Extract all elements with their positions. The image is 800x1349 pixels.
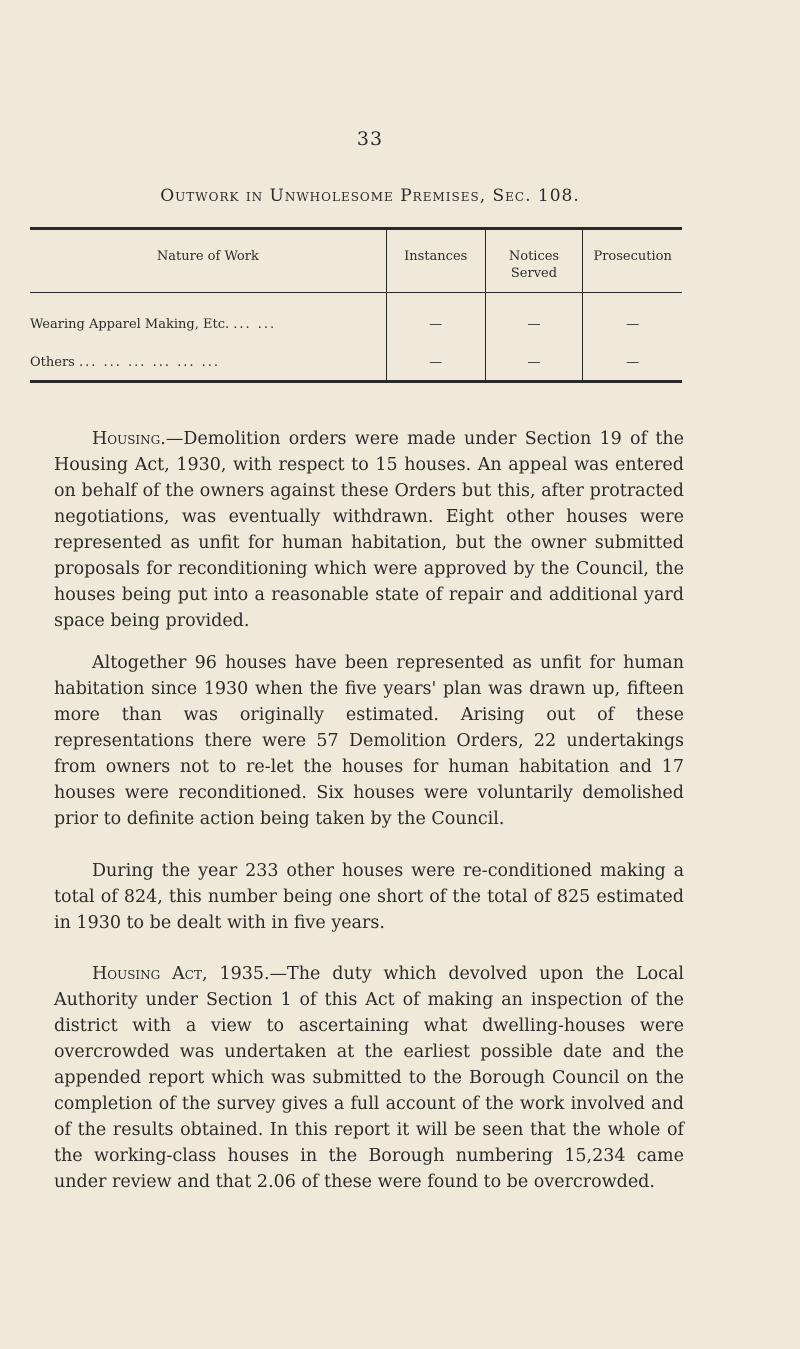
table-row <box>30 342 682 380</box>
altogether-paragraph <box>54 650 684 832</box>
housing-text: —Demolition orders were made under Section 19 of the Housing Act, 1930, with respect to 15 houses. An appeal was entered on behalf of the owners against these Orders but this, after protracted negotiations, was eventually withdrawn. Eight other houses were represented as unfit for human habitation, but the owner submitted proposals for reconditioning which were approved by the Council, the houses being put into a reasonable state of repair and additional yard space being provided. <box>54 429 684 631</box>
header-notices-line1: Notices <box>508 249 560 264</box>
header-nature-of-work: Nature of Work <box>156 249 259 264</box>
header-prosecution: Prosecution <box>583 230 682 293</box>
row-instances: — <box>386 294 485 342</box>
row-instances: — <box>386 342 485 380</box>
during-paragraph <box>54 858 684 936</box>
row-prosecution: — <box>583 294 682 342</box>
page-number: 33 <box>356 128 384 150</box>
row-nature: Wearing Apparel Making, Etc. ... ... <box>30 316 277 332</box>
row-notices: — <box>485 294 583 342</box>
row-nature: Others ... ... ... ... ... ... <box>30 354 221 370</box>
header-notices-line2: Served <box>510 266 558 281</box>
during-text: During the year 233 other houses were re-conditioned making a total of 824, this number being one short of the total of 825 estimated in 1930 to be dealt with in five years. <box>54 861 684 933</box>
housing-act-paragraph <box>54 961 684 1195</box>
housing-paragraph <box>54 426 684 634</box>
housing-act-heading: Housing Act, <box>92 964 208 984</box>
altogether-text: Altogether 96 houses have been represented as unfit for human habitation since 1930 when the five years' plan was drawn up, fifteen more than was originally estimated. Arising out of these representations there were 57 Demolition Orders, 22 undertakings from owners not to re-let the houses for human habitation and 17 houses were reconditioned. Six houses were voluntarily demolished prior to definite action being taken by the Council. <box>54 653 684 829</box>
outwork-table-grid <box>30 230 682 380</box>
header-notices-served <box>485 230 583 293</box>
housing-heading: Housing. <box>92 429 166 449</box>
row-notices: — <box>485 342 583 380</box>
row-prosecution: — <box>583 342 682 380</box>
outwork-table <box>30 227 682 383</box>
table-bottom-rule <box>30 380 682 383</box>
table-row <box>30 294 682 342</box>
table-header-row <box>30 230 682 293</box>
table-title: Outwork in Unwholesome Premises, Sec. 108. <box>160 186 580 206</box>
header-instances: Instances <box>386 230 485 293</box>
housing-act-text: 1935.—The duty which devolved upon the Local Authority under Section 1 of this Act of making an inspection of the district with a view to ascertaining what dwelling-houses were overcrowded was undertaken at the earliest possible date and the appended report which was submitted to the Borough Council on the completion of the survey gives a full account of the work involved and of the results obtained. In this report it will be seen that the whole of the working-class houses in the Borough numbering 15,234 came under review and that 2.06 of these were found to be overcrowded. <box>54 964 684 1192</box>
